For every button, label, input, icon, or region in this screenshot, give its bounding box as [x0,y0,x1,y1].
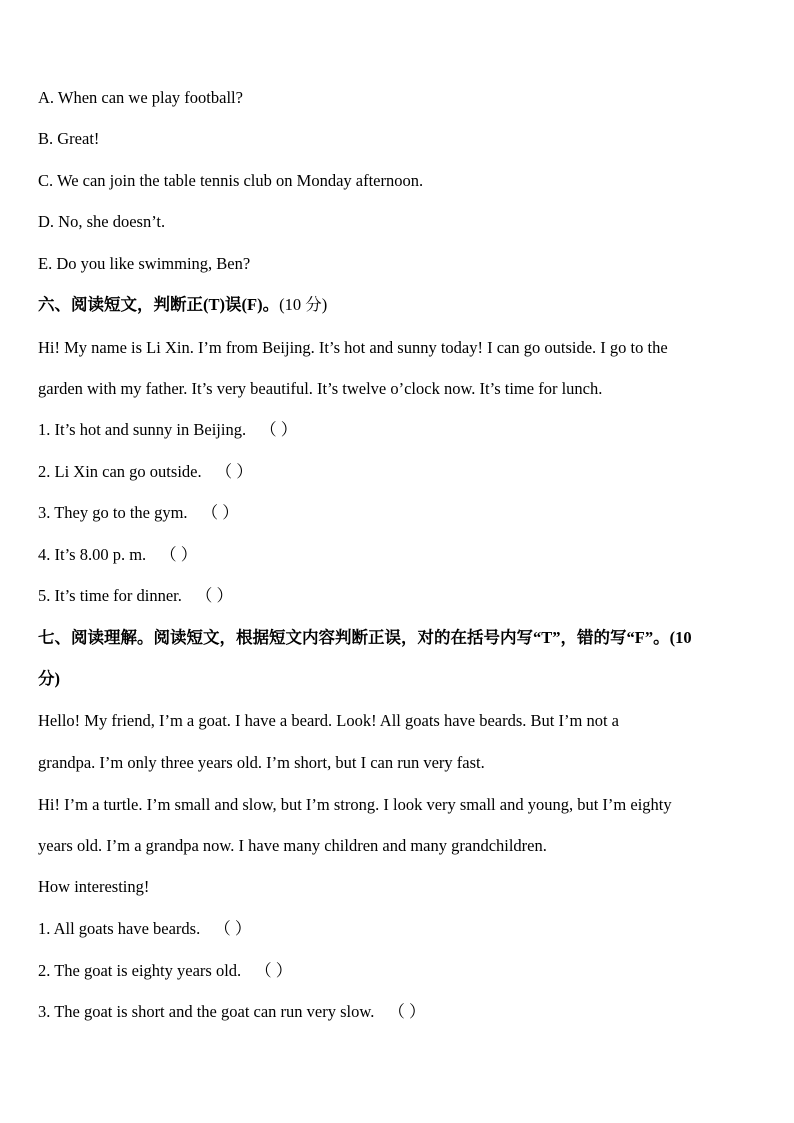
answer-blank[interactable]: （ ） [388,1002,426,1021]
question-text: 5. It’s time for dinner. [38,586,182,605]
section6-heading-text: 六、阅读短文，判断正(T)误(F)。 [38,295,280,314]
section7-passage-line-3: Hi! I’m a turtle. I’m small and slow, but I’m strong. I look very small and young, but I’m eighty [38,795,672,814]
section7-passage-line-4: years old. I’m a grandpa now. I have many children and many grandchildren. [38,836,547,855]
section7-heading: 七、阅读理解。阅读短文，根据短文内容判断正误，对的在括号内写“T”，错的写“F”。(10 [38,628,692,647]
answer-blank[interactable]: （ ） [215,462,253,481]
section7-passage-line-1: Hello! My friend, I’m a goat. I have a beard. Look! All goats have beards. But I’m not a [38,711,619,730]
section6-passage-line-1: Hi! My name is Li Xin. I’m from Beijing. It’s hot and sunny today! I can go outside. I go to the [38,338,668,357]
question-text: 2. Li Xin can go outside. [38,462,202,481]
section7-question-3 [38,1001,768,1023]
section7-passage-line-5: How interesting! [38,877,150,896]
option-a: A. When can we play football? [38,88,243,107]
answer-blank[interactable]: （ ） [214,919,252,938]
section6-passage-line-2: garden with my father. It’s very beautiful. It’s twelve o’clock now. It’s time for lunch. [38,379,603,398]
option-e: E. Do you like swimming, Ben? [38,254,251,273]
section6-score: (10 分) [279,295,328,314]
section7-question-1 [38,918,768,940]
answer-blank[interactable]: （ ） [201,503,239,522]
question-text: 4. It’s 8.00 p. m. [38,545,147,564]
answer-blank[interactable]: （ ） [195,586,234,605]
question-text: 3. They go to the gym. [38,503,188,522]
section7-heading-cont: 分) [38,669,60,688]
question-text: 1. All goats have beards. [38,919,201,938]
section6-question-5 [38,585,768,607]
question-text: 1. It’s hot and sunny in Beijing. [38,420,247,439]
section6-question-2 [38,461,768,483]
question-text: 2. The goat is eighty years old. [38,961,242,980]
answer-blank[interactable]: （ ） [160,545,198,564]
section6-heading [38,294,768,316]
option-b: B. Great! [38,129,100,148]
question-text: 3. The goat is short and the goat can run very slow. [38,1002,375,1021]
option-d: D. No, she doesn’t. [38,212,166,231]
section6-question-4 [38,544,768,566]
answer-blank[interactable]: （ ） [260,420,298,439]
section6-question-3 [38,502,768,524]
section6-question-1 [38,419,768,441]
answer-blank[interactable]: （ ） [255,961,293,980]
option-c: C. We can join the table tennis club on Monday afternoon. [38,171,424,190]
section7-passage-line-2: grandpa. I’m only three years old. I’m short, but I can run very fast. [38,753,485,772]
section7-question-2 [38,960,768,982]
